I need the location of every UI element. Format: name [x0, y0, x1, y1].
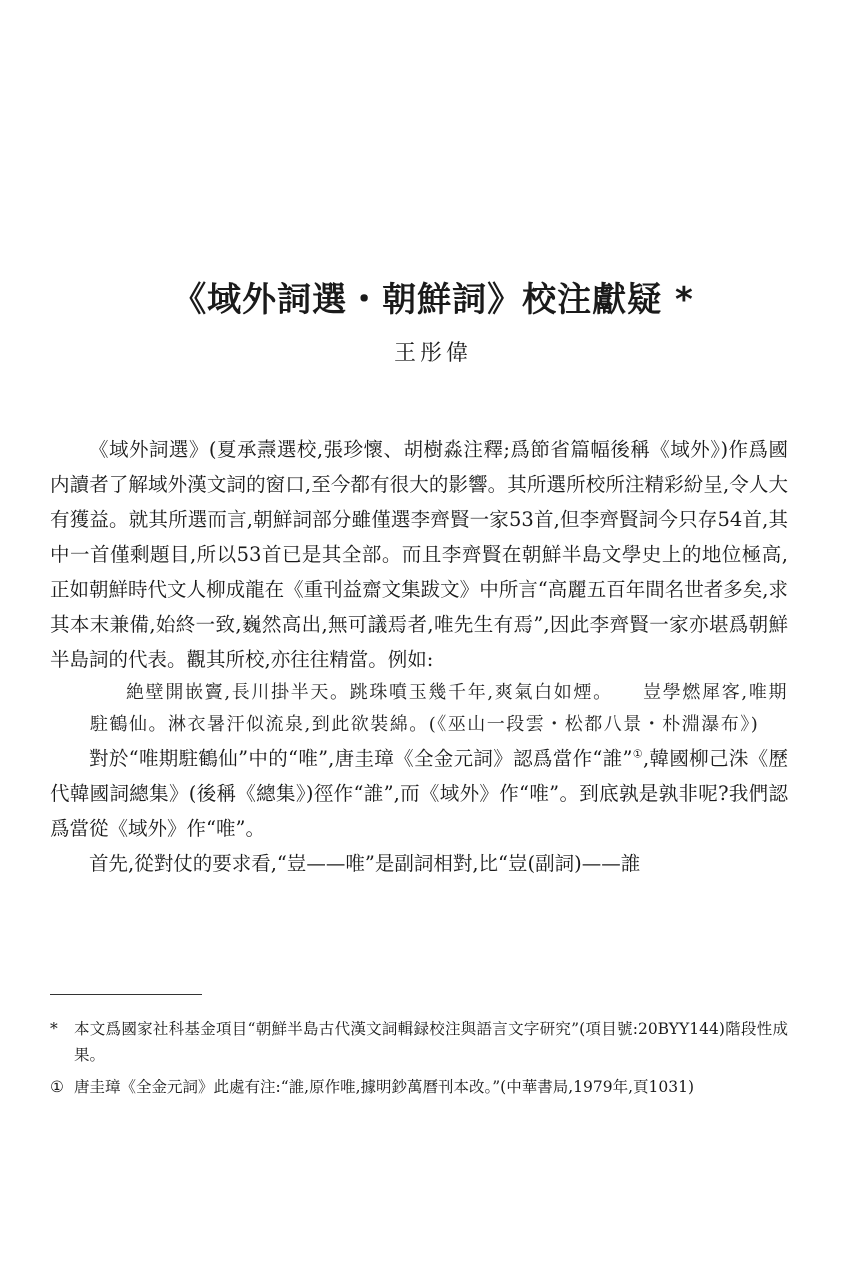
footnote-item	[50, 1074, 788, 1100]
footnotes	[50, 1016, 788, 1106]
footnote-reference-1[interactable]: ①	[632, 747, 643, 761]
footnote-item	[50, 1016, 788, 1068]
body-paragraph-2	[50, 741, 788, 846]
footnote-text: 本文爲國家社科基金項目“朝鮮半島古代漢文詞輯録校注與語言文字研究”(項目號:20BYY144)階段性成果。	[74, 1020, 788, 1064]
paragraph-2-text-b: ,韓國柳己洙《歷代韓國詞總集》(後稱《總集》)徑作“誰”,而《域外》作“唯”。到底孰是孰非呢?我們認爲當從《域外》作“唯”。	[50, 747, 788, 840]
article-title: 《域外詞選・朝鮮詞》校注獻疑 *	[172, 280, 694, 320]
body-paragraph-3: 首先,從對仗的要求看,“豈——唯”是副詞相對,比“豈(副詞)——誰	[89, 852, 641, 875]
article-body	[50, 432, 788, 881]
author-name: 王彤偉	[393, 341, 472, 366]
footnote-mark: ①	[50, 1078, 64, 1096]
paragraph-2-text-a: 對於“唯期駐鶴仙”中的“唯”,唐圭璋《全金元詞》認爲當作“誰”	[89, 747, 633, 770]
footnote-divider	[50, 994, 202, 995]
footnote-mark: *	[50, 1020, 58, 1038]
quoted-poem: 絶壁開嵌竇,長川掛半天。跳珠噴玉幾千年,爽氣白如煙。 豈學燃犀客,唯期駐鶴仙。淋衣暑汗似流泉,到此欲裝綿。(《巫山一段雲・松都八景・朴淵瀑布》)	[90, 682, 788, 735]
body-paragraph-1: 《域外詞選》(夏承燾選校,張珍懷、胡樹淼注釋;爲節省篇幅後稱《域外》)作爲國内讀者了解域外漢文詞的窗口,至今都有很大的影響。其所選所校所注精彩紛呈,令人大有獲益。就其所選而言,朝鮮詞部分雖僅選李齊賢一家53首,但李齊賢詞今只存54首,其中一首僅剩題目,所以53首已是其全部。而且李齊賢在朝鮮半島文學史上的地位極高,正如朝鮮時代文人柳成龍在《重刊益齋文集跋文》中所言“高麗五百年間名世者多矣,求其本末兼備,始終一致,巍然高出,無可議焉者,唯先生有焉”,因此李齊賢一家亦堪爲朝鮮半島詞的代表。觀其所校,亦往往精當。例如:	[50, 438, 788, 671]
footnote-text: 唐圭璋《全金元詞》此處有注:“誰,原作唯,據明鈔萬曆刊本改。”(中華書局,1979年,頁1031)	[74, 1078, 695, 1096]
